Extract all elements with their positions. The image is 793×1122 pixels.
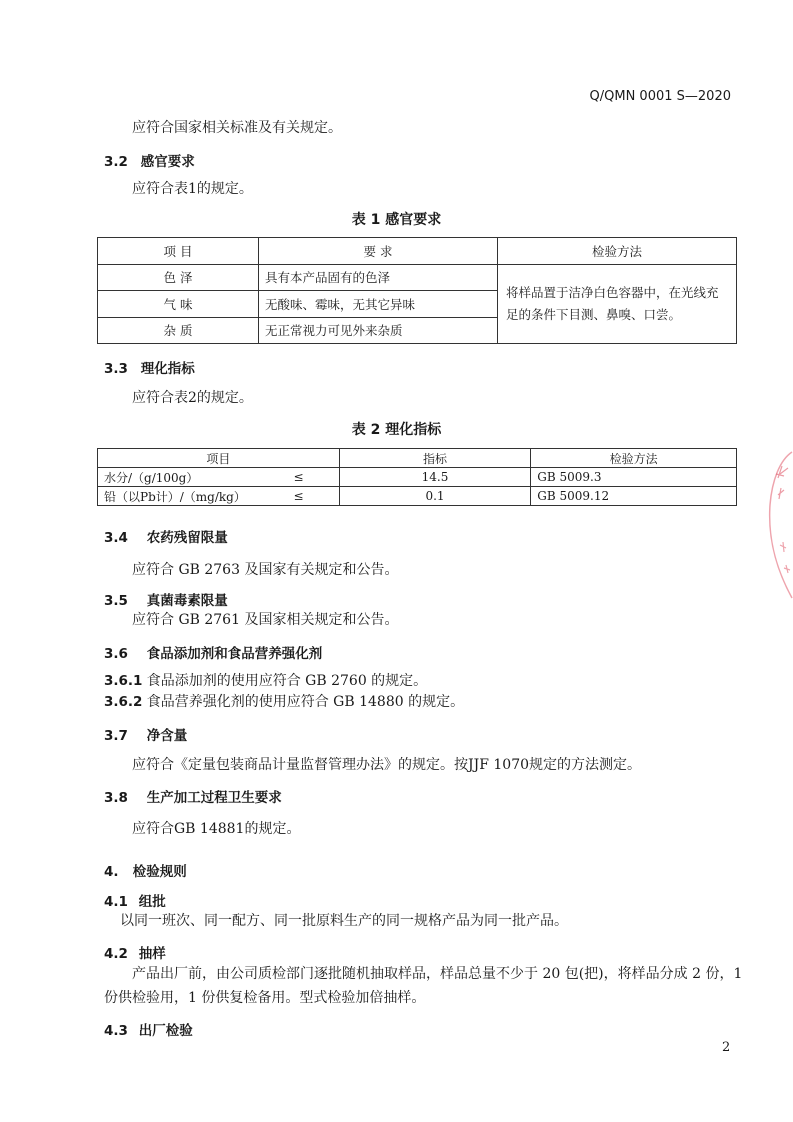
table-row (98, 487, 737, 506)
section-number: 3.6.2 (104, 694, 143, 710)
section-number: 3.6 (104, 646, 128, 662)
table-cell: GB 5009.12 (531, 487, 737, 506)
page-number: 2 (722, 1040, 731, 1055)
section-4-2-heading (104, 942, 166, 962)
table-header-row (98, 238, 737, 265)
section-title: 农药残留限量 (146, 530, 228, 546)
physicochemical-table (97, 448, 737, 506)
table-cell: 0.1 (339, 487, 531, 506)
section-number: 4. (104, 864, 119, 880)
table-cell: 杂 质 (98, 317, 259, 344)
table-header-cell: 检验方法 (531, 449, 737, 468)
section-3-3-text: 应符合表2的规定。 (132, 390, 253, 406)
table-cell: 水分/（g/100g） (98, 468, 288, 487)
section-text: 食品营养强化剂的使用应符合 GB 14880 的规定。 (146, 694, 465, 710)
section-3-5-heading (104, 589, 228, 609)
table2-caption: 表 2 理化指标 (351, 422, 442, 438)
section-3-6-heading (104, 642, 322, 662)
section-title: 组批 (138, 894, 166, 910)
table-cell: 无酸味、霉味，无其它异味 (259, 291, 498, 318)
table1-caption: 表 1 感官要求 (351, 212, 442, 228)
table-cell: 无正常视力可见外来杂质 (259, 317, 498, 344)
section-title: 净含量 (146, 728, 188, 744)
table-cell: 气 味 (98, 291, 259, 318)
section-title: 检验规则 (132, 864, 187, 880)
section-3-4-heading (104, 526, 228, 546)
section-title: 生产加工过程卫生要求 (146, 790, 282, 806)
section-text: 食品添加剂的使用应符合 GB 2760 的规定。 (146, 673, 428, 689)
table-cell: 具有本产品固有的色泽 (259, 264, 498, 291)
table-cell-operator: ≤ (287, 468, 339, 487)
section-number: 3.7 (104, 728, 128, 744)
section-number: 3.8 (104, 790, 128, 806)
section-3-2-heading (104, 150, 195, 170)
section-number: 4.2 (104, 946, 128, 962)
section-title: 食品添加剂和食品营养强化剂 (146, 646, 323, 662)
section-3-5-text: 应符合 GB 2761 及国家相关规定和公告。 (132, 612, 399, 628)
section-number: 4.1 (104, 894, 128, 910)
section-title: 抽样 (138, 946, 166, 962)
section-3-7-text: 应符合《定量包装商品计量监督管理办法》的规定。按JJF 1070规定的方法测定。 (132, 757, 642, 773)
table-header-cell: 项目 (98, 449, 340, 468)
table-cell: 色 泽 (98, 264, 259, 291)
table-header-row (98, 449, 737, 468)
table-header-cell: 检验方法 (498, 238, 737, 265)
table-cell: 14.5 (339, 468, 531, 487)
section-3-3-heading (104, 357, 195, 377)
section-number: 4.3 (104, 1023, 128, 1039)
section-3-8-text: 应符合GB 14881的规定。 (132, 821, 301, 837)
section-3-7-heading (104, 724, 187, 744)
section-3-8-heading (104, 786, 282, 806)
section-3-6-1 (104, 670, 427, 690)
section-4-2-text-line2: 份供检验用，1 份供复检备用。型式检验加倍抽样。 (104, 990, 426, 1006)
section-number: 3.5 (104, 593, 128, 609)
section-number: 3.4 (104, 530, 128, 546)
table-cell: 铅（以Pb计）/（mg/kg） (98, 487, 288, 506)
section-4-3-heading (104, 1019, 193, 1039)
section-number: 3.3 (104, 361, 128, 377)
section-3-4-text: 应符合 GB 2763 及国家有关规定和公告。 (132, 562, 399, 578)
section-title: 感官要求 (140, 154, 195, 170)
section-3-2-text: 应符合表1的规定。 (132, 181, 253, 197)
sensory-table (97, 237, 737, 344)
table-row (98, 264, 737, 291)
table-header-cell: 项 目 (98, 238, 259, 265)
section-title: 真菌毒素限量 (146, 593, 228, 609)
table-cell: GB 5009.3 (531, 468, 737, 487)
section-number: 3.6.1 (104, 673, 143, 689)
section-3-6-2 (104, 691, 464, 711)
section-title: 出厂检验 (138, 1023, 193, 1039)
seal-stamp-fragment (762, 450, 793, 600)
document-number: Q/QMN 0001 S—2020 (589, 89, 731, 104)
section-4-heading (104, 860, 187, 880)
intro-text: 应符合国家相关标准及有关规定。 (132, 120, 342, 136)
section-number: 3.2 (104, 154, 128, 170)
section-4-1-text: 以同一班次、同一配方、同一批原料生产的同一规格产品为同一批产品。 (120, 913, 568, 929)
table-header-cell: 指标 (339, 449, 531, 468)
table-cell-operator: ≤ (287, 487, 339, 506)
table-row (98, 468, 737, 487)
section-4-1-heading (104, 890, 166, 910)
section-title: 理化指标 (140, 361, 195, 377)
table-header-cell: 要 求 (259, 238, 498, 265)
table-cell-method: 将样品置于洁净白色容器中，在光线充足的条件下目测、鼻嗅、口尝。 (498, 264, 737, 344)
section-4-2-text-line1: 产品出厂前，由公司质检部门逐批随机抽取样品，样品总量不少于 20 包(把)，将样品分成 2 份，1 (132, 966, 743, 982)
